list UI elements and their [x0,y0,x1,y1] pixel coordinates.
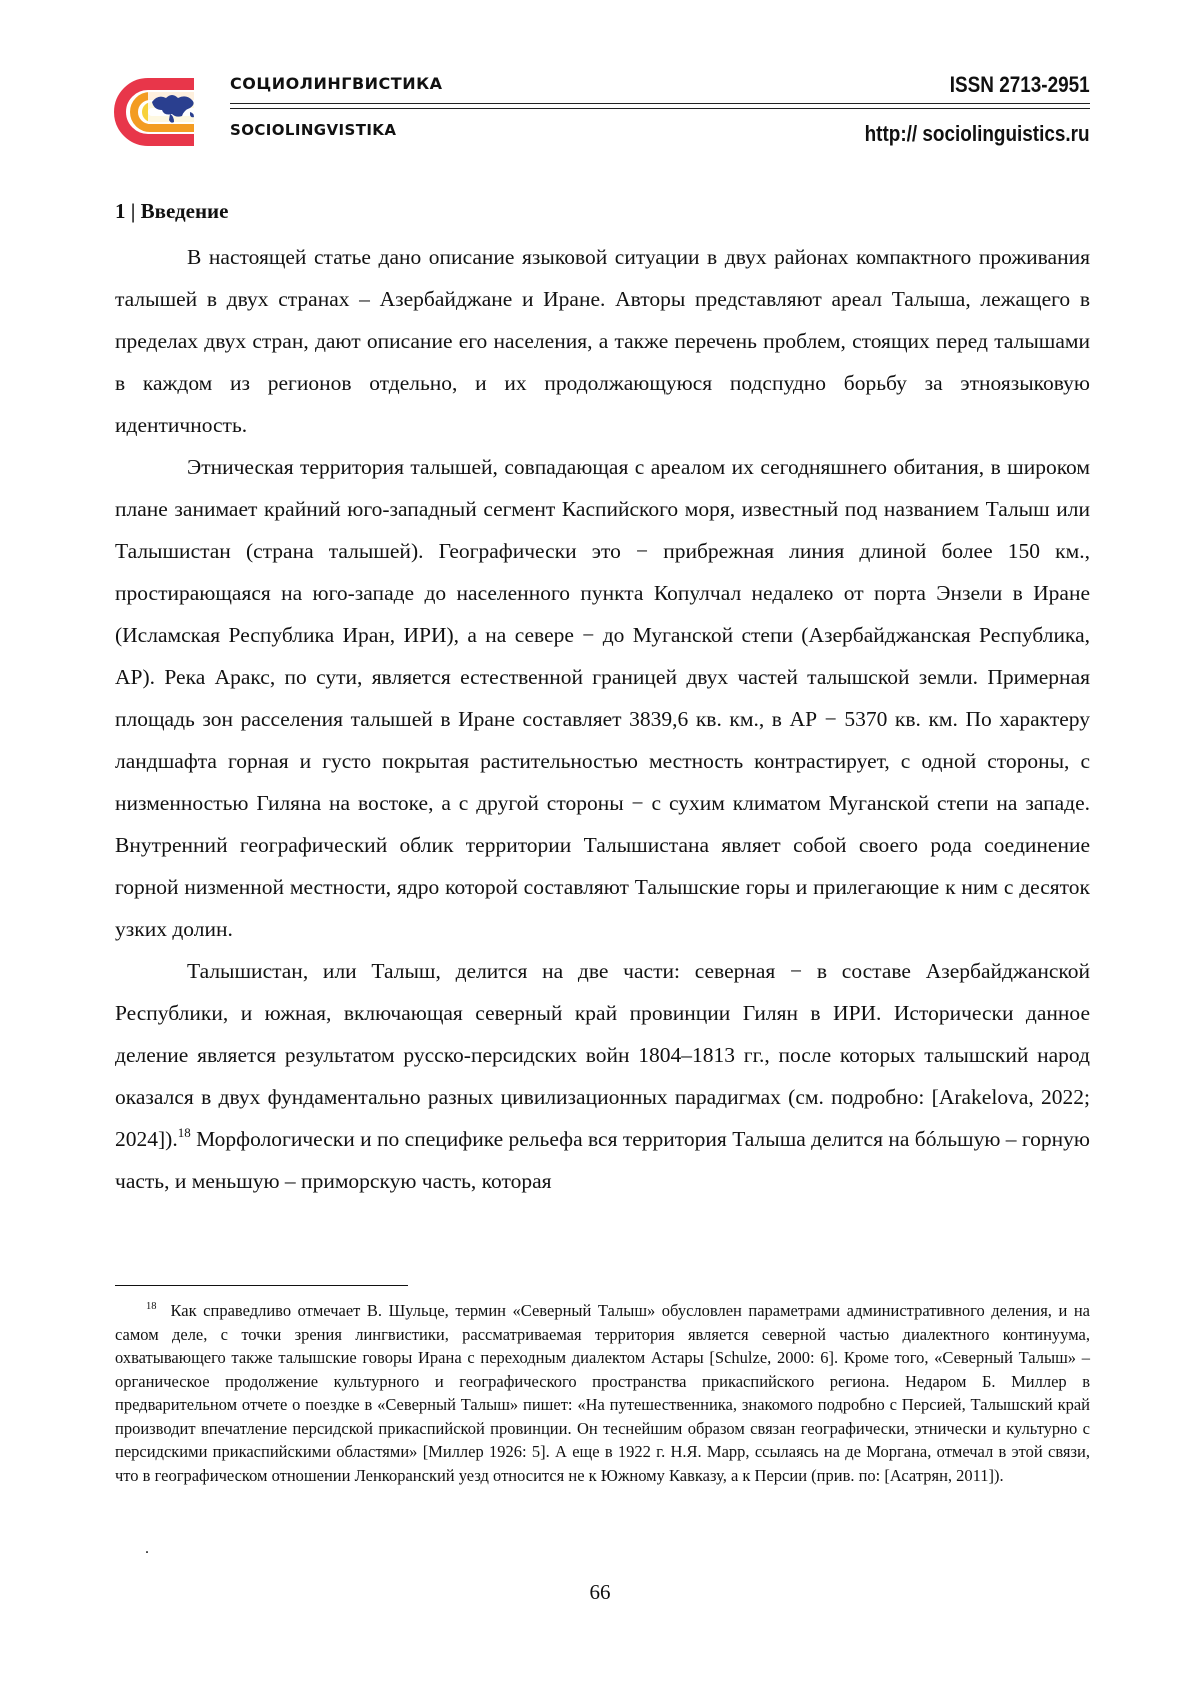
paragraph-1: В настоящей статье дано описание языковой ситуации в двух районах компактного проживания талышей в двух странах – Азербайджане и Иране. Авторы представляют ареал Талыша, лежащего в пределах двух стран, дают описание его населения, а также перечень проблем, стоящих перед талышами в каждом из регионов отдельно, и их продолжающуюся подспудно борьбу за этноязыковую идентичность. [115,245,1090,437]
section-title: 1 | Введение [115,199,229,223]
issn: ISSN 2713-2951 [950,72,1090,97]
journal-url[interactable]: http:// sociolinguistics.ru [865,121,1090,146]
article-body [115,196,1090,1202]
footnote-ref-18[interactable]: 18 [177,1125,191,1140]
paragraph-3-text-before: Талышистан, или Талыш, делится на две части: северная − в составе Азербайджанской Республики, и южная, включающая северный край провинции Гилян в ИРИ. Исторически данное деление является результатом русско-персидских войн 1804–1813 гг., после которых талышский народ оказался в двух фундаментально разных цивилизационных парадигмах (см. подробно: [Arakelova, 2022; 2024]). [115,959,1090,1151]
footnote-trailing-dot: . [145,1540,149,1557]
footnote-18 [115,1299,1090,1487]
header-rule-top [230,103,1090,104]
paragraph-3-text-after: Морфологически и по специфике рельефа вся территория Талыша делится на бóльшую – горную часть, и меньшую – приморскую часть, которая [115,1127,1090,1193]
paragraph-3 [115,950,1090,1202]
footnote-text: Как справедливо отмечает В. Шульце, термин «Северный Талыш» обусловлен параметрами административного деления, и на самом деле, с точки зрения лингвистики, рассматриваемая территория является северной частью диалектного континуума, охватывающего также талышские говоры Ирана с переходным диалектом Астары [Schulze, 2000: 6]. Кроме того, «Северный Талыш» – органическое продолжение культурного и географического пространства прикаспийского региона. Недаром Б. Миллер в предварительном отчете о поездке в «Северный Талыш» пишет: «На путешественника, знакомого подробно с Персией, Талышский край производит впечатление персидской прикаспийской провинции. Он теснейшим образом связан географически, этнически и культурно с персидскими прикаспийскими областями» [Миллер 1926: 5]. А еще в 1922 г. Н.Я. Марр, ссылаясь на де Моргана, отмечал в этой связи, что в географическом отношении Ленкоранский уезд относится не к Южному Кавказу, а к Персии (прив. по: [Асатрян, 2011]). [115,1301,1090,1485]
page-number: 66 [589,1580,611,1604]
journal-title-en: SOCIOLINGVISTIKA [230,121,397,139]
journal-title-ru: СОЦИОЛИНГВИСТИКА [230,74,443,93]
header-rule-bottom [230,108,1090,109]
journal-logo-icon [108,72,208,148]
footnote-separator [115,1285,408,1286]
paragraph-2: Этническая территория талышей, совпадающая с ареалом их сегодняшнего обитания, в широком плане занимает крайний юго-западный сегмент Каспийского моря, известный под названием Талыш или Талышистан (страна талышей). Географически это − прибрежная линия длиной более 150 км., простирающаяся на юго-западе до населенного пункта Копулчал недалеко от порта Энзели в Иране (Исламская Республика Иран, ИРИ), а на севере − до Муганской степи (Азербайджанская Республика, АР). Река Аракс, по сути, является естественной границей двух частей талышской земли. Примерная площадь зон расселения талышей в Иране составляет 3839,6 кв. км., в АР − 5370 кв. км. По характеру ландшафта горная и густо покрытая растительностью местность контрастирует, с одной стороны, с низменностью Гиляна на востоке, а с другой стороны − с сухим климатом Муганской степи на западе. Внутренний географический облик территории Талышистана являет собой своего рода соединение горной низменной местности, ядро которой составляют Талышские горы и прилегающие к ним с десяток узких долин. [115,455,1090,941]
footnote-number: 18 [146,1301,157,1312]
